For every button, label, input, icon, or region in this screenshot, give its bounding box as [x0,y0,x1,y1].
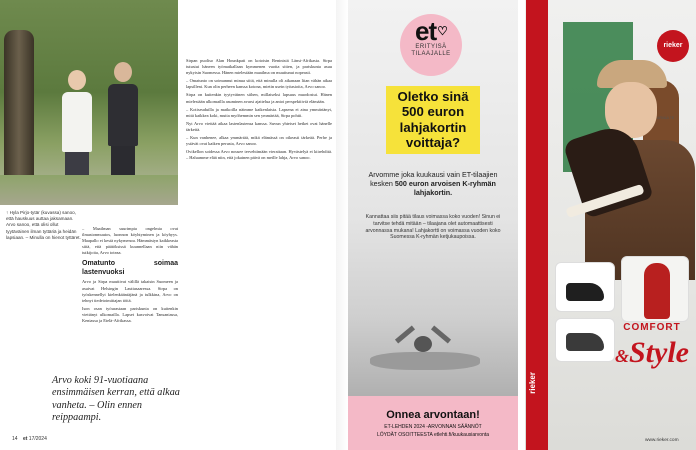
footer-title: Onnea arvontaan! [386,409,480,421]
style-word: Style [629,336,689,369]
article-photo [0,0,178,205]
brand-url[interactable]: www.rieker.com [645,438,679,443]
style-wordmark: &Style [614,336,689,369]
rules-link[interactable]: LÖYDÄT OSOITTEESTA etlehti.fi/kuukausiarvonta [376,432,490,439]
product-thumbnail [555,262,615,312]
subscriber-ad-page [348,0,518,450]
ad-lead-bold: 500 euron arvoisen K-ryhmän lahjakortin. [394,179,496,198]
page-gutter [518,0,525,450]
paragraph: Nyt Arvo viettää aikaa lastenlastensa kanssa. Suvun yhteiset hetket ovat hänelle tärkeitä. [186,120,332,132]
model-thumbnail [644,263,670,319]
shoe-icon [566,283,604,301]
comfort-word: COMFORT [623,322,681,333]
heart-icon: ♡ [437,24,447,38]
ad-headline: Oletko sinä 500 euron lahjakortin voittaja? [386,86,480,154]
paragraph: – Kun vanhenee, alkaa ymmärtää, mikä elämässä on oikeasti tärkeää. Perhe ja ystävät ovat kaiken perusta, Arvo sanoo. [186,135,332,147]
et-logo: et [415,16,437,46]
page-gutter [336,0,348,450]
article-page [0,0,336,450]
page-number: 14 [12,436,18,442]
rules-text: ET-LEHDEN 2024 -ARVONNAN SÄÄNNÖT [384,424,482,430]
article-column-1 [82,226,178,326]
paragraph: Sirpan puoliso Alan Hounkpati on kotoisin Beninistä Länsi-Afrikasta. Sirpa tutustui häneen työmatkallaan kymmenen vuotta sitten, ja pariskunta asuu nykyisin Suomessa. Hänen mielestään maailma on muuttunut nopeasti. [186,58,332,76]
paragraph: Sirpa on kuitenkin tyytyväinen siihen, millaiseksi lapsuus muodostui. Hänen mielestään ulkomailla asuminen avarsi ajattelua ja antoi perspektiiviä elämään. [186,92,332,104]
paragraph: Ison osan työurastaan pariskunta on kuitenkin viettänyt ulkomailla. Lapset kasvoivat Tansaniassa, Keniassa ja Etelä-Afrikassa. [82,305,178,324]
et-badge [400,14,462,76]
rieker-ad-page [525,0,696,450]
badge-line: TILAAJALLE [411,51,451,57]
ad-body: Kannattaa siis pitää tilaus voimassa koko vuoden! Sinun ei tarvitse tehdä mitään – tilaajana olet automaattisesti arvonnassa mukana! Lahjakortti on voimassa vuoden koko Suomessa K-ryhmän ketjukaupoissa. [365,214,501,241]
photo-caption: ↑ Hyla Pirjo-tytär (kuvassa) sanoo, että hauskuus auttaa jaksamaan. Arvo sanoo, että olisi ollut tyytäväinen ilman tyttäriä ja heidän lapsiaan. – Minulla on hienot tyttäret. [6,210,81,240]
article-subhead: Omatunto soimaa lastenvuoksi [82,260,178,277]
article-column-2 [186,58,332,163]
swimmer-figure [390,330,460,370]
ad-lead [362,170,504,198]
ad-footer [348,396,518,450]
product-thumbnail [621,256,689,322]
paragraph: Arvo ja Sirpa muuttivat välillä takaisin Suomeen ja asuivat Helsingin Lauttasaaressa. Sirpa on työskennellyt kielenkääntäjänä ja tulkkina, Arvo on tehnyt tiedetoimittajan töitä. [82,279,178,303]
issue-number: 17/2024 [28,436,47,442]
brand-strip-text: rieker [528,372,537,394]
paragraph: – Maailman suurimpia ongelmia ovat ilmastonmuutos, luonnon köyhtyminen ja köyhyys. Maapallo ei kestä nykymenoa. Hämmästyn kaikkeasta siitä, että päätöksissä kuunnellaan niin vähän tutkijoita, Arvo toteaa. [82,226,178,256]
shoe-icon [566,333,604,351]
product-thumbnail [555,318,615,362]
pull-quote: Arvo koki 91-vuotiaana ensimmäisen kerran, että alkaa vanheta. – Olin ennen reippaampi. [52,375,180,424]
paragraph: – Kotiseuduilla ja matkoilla näimme kaikenlaista. Lapsena ei aina ymmärtänyt, mitä kaikkea koki, mutta myöhemmin sen ymmärtää, Sirpa pohtii. [186,106,332,118]
page-folio: 14 et 17/2024 [12,436,47,442]
badge-line: ERITYISÄ [415,44,447,50]
paragraph: Ovikellon soidessa Arvo nousee tervehtimään vieraitaan. Hyvästelyä ei kiirehditä. – Haluamme elää niin, että jokainen päivä on meille lahja, Arvo sanoo. [186,149,332,161]
paragraph: – Omatunto on soimannut minua siitä, että minulla oli aikanaan liian vähän aikaa lapsilleni. Kun olin perheen kanssa kotona, mietin usein työasioita, Arvo sanoo. [186,78,332,90]
ad-lead-text: Arvomme joka kuukausi vain ET-tilaajien kesken [368,170,498,189]
ad-label: ARVAA TE [657,116,675,120]
grass [0,175,178,205]
rieker-logo: rieker [657,30,689,62]
